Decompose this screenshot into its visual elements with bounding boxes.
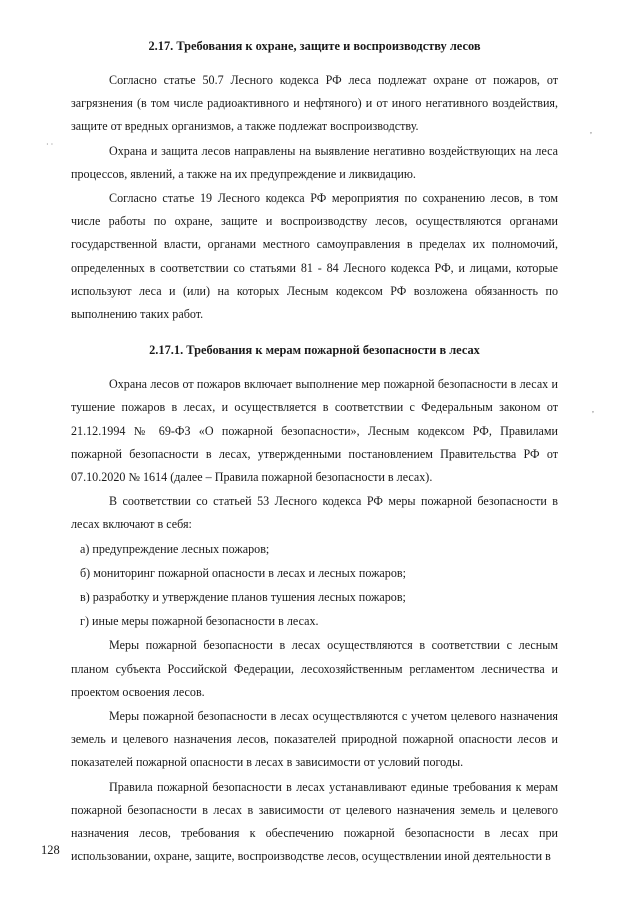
paragraph: Охрана лесов от пожаров включает выполнение мер пожарной безопасности в лесах и тушение пожаров в лесах, и осуществляется в соответствии с Федеральным законом от 21.12.1994 № 69-ФЗ «О пожарной безопасности», Лесным кодексом РФ, Правилами пожарной безопасности в лесах, утвержденными постановлением Правительства РФ от 07.10.2020 № 1614 (далее – Правила пожарной безопасности в лесах). — [71, 377, 558, 485]
page-number: 128 — [41, 843, 60, 857]
page-content — [71, 38, 558, 870]
paragraph: Охрана и защита лесов направлены на выявление негативно воздействующих на леса процессов, явлений, а также на их предупреждение и ликвидацию. — [71, 143, 558, 181]
scan-speck-mark: , — [592, 405, 594, 414]
list-item: в) разработку и утверждение планов тушения лесных пожаров; — [80, 590, 406, 605]
section-heading: 2.17. Требования к охране, защите и воспроизводству лесов — [148, 39, 481, 53]
list-item: г) иные меры пожарной безопасности в лесах. — [80, 614, 319, 629]
paragraph: В соответствии со статьей 53 Лесного кодекса РФ меры пожарной безопасности в лесах включают в себя: — [71, 494, 558, 532]
paragraph: Правила пожарной безопасности в лесах устанавливают единые требования к мерам пожарной безопасности в лесах в зависимости от целевого назначения земель и целевого назначения лесов, требования к обеспечению пожарной безопасности в лесах при использовании, охране, защите, воспроизводстве лесов, осуществлении иной деятельности в — [71, 779, 558, 864]
paragraph: Согласно статье 19 Лесного кодекса РФ мероприятия по сохранению лесов, в том числе работы по охране, защите и воспроизводству лесов, осуществляются органами государственной власти, органами местного самоуправления в пределах их полномочий, определенных в соответствии со статьями 81 - 84 Лесного кодекса РФ, и лицами, которые используют леса и (или) на которых Лесным кодексом РФ возложена обязанность по выполнению таких работ. — [71, 191, 558, 322]
scan-speck-mark: · · — [46, 140, 54, 149]
paragraph: Меры пожарной безопасности в лесах осуществляются с учетом целевого назначения земель и целевого назначения лесов, показателей природной пожарной опасности лесов и показателей пожарной опасности в лесах в зависимости от условий погоды. — [71, 709, 558, 770]
paragraph: Согласно статье 50.7 Лесного кодекса РФ леса подлежат охране от пожаров, от загрязнения (в том числе радиоактивного и нефтяного) и от иного негативного воздействия, защите от вредных организмов, а также подлежат воспроизводству. — [71, 73, 558, 134]
list-item: б) мониторинг пожарной опасности в лесах и лесных пожаров; — [80, 565, 406, 580]
subsection-heading: 2.17.1. Требования к мерам пожарной безопасности в лесах — [149, 343, 480, 358]
paragraph: Меры пожарной безопасности в лесах осуществляются в соответствии с лесным планом субъекта Российской Федерации, лесохозяйственным регламентом лесничества и проектом освоения лесов. — [71, 638, 558, 699]
list-item: а) предупреждение лесных пожаров; — [80, 541, 270, 556]
scan-speck-mark: , — [590, 126, 592, 135]
